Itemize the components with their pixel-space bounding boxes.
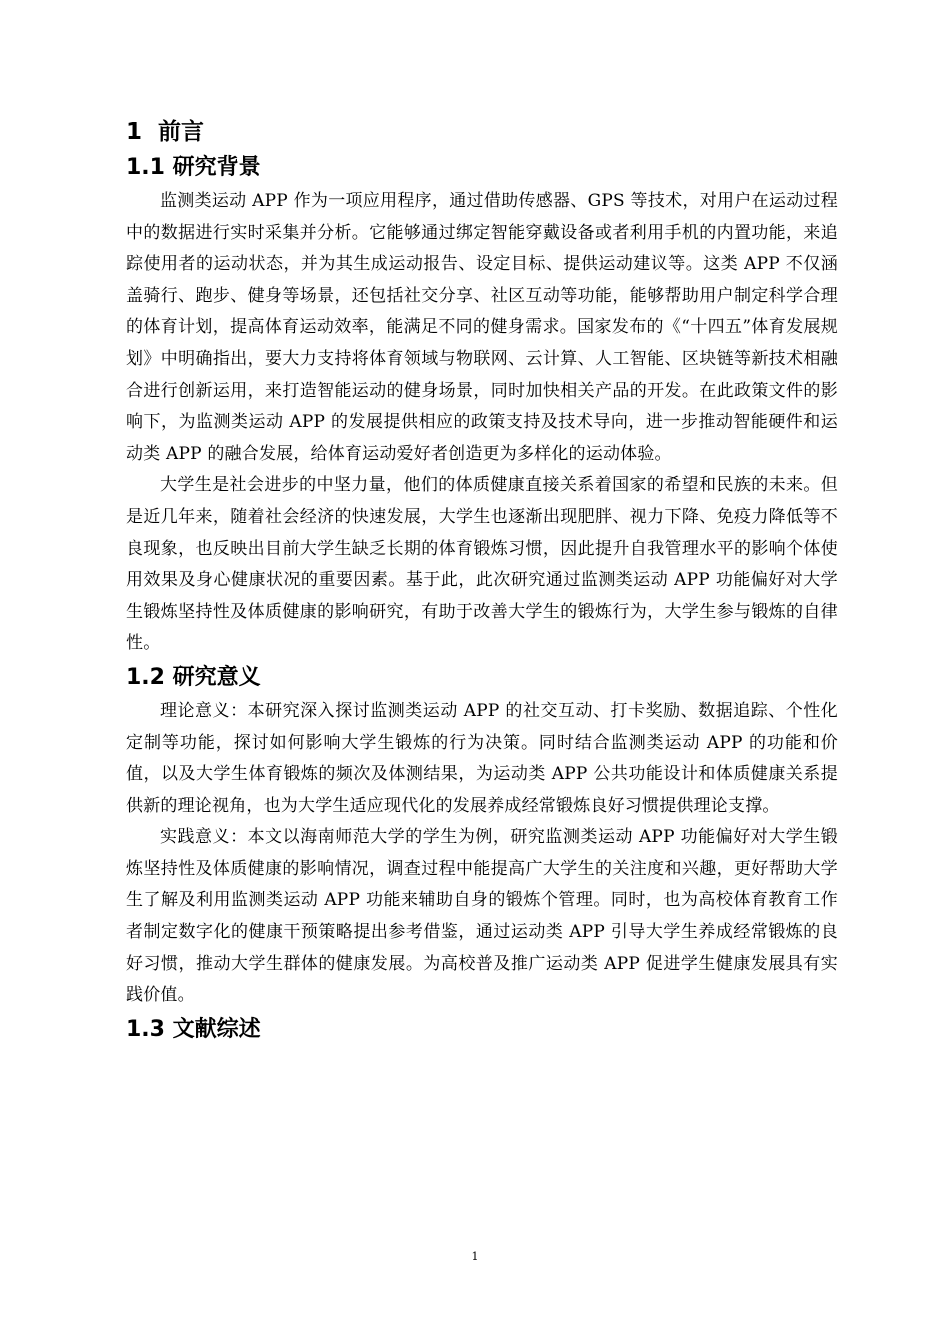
- section-heading-1-2: 1.2 研究意义: [126, 664, 261, 690]
- section-heading-1-3: 1.3 文献综述: [126, 1016, 261, 1042]
- paragraph: 实践意义：本文以海南师范大学的学生为例，研究监测类运动 APP 功能偏好对大学生锻炼坚持性及体质健康的影响情况，调查过程中能提高广大学生的关注度和兴趣，更好帮助大学生了解及利用监测类运动 APP 功能来辅助自身的锻炼个管理。同时，也为高校体育教育工作者制定数字化的健康干预策略提出参考借鉴，通过运动类 APP 引导大学生养成经常锻炼的良好习惯，推动大学生群体的健康发展。为高校普及推广运动类 APP 促进学生健康发展具有实践价值。: [126, 827, 838, 1006]
- page-number: 1: [471, 1250, 479, 1263]
- paragraph: 理论意义：本研究深入探讨监测类运动 APP 的社交互动、打卡奖励、数据追踪、个性化定制等功能，探讨如何影响大学生锻炼的行为决策。同时结合监测类运动 APP 的功能和价值，以及大学生体育锻炼的频次及体测结果，为运动类 APP 公共功能设计和体质健康关系提供新的理论视角，也为大学生适应现代化的发展养成经常锻炼良好习惯提供理论支撑。: [126, 700, 838, 816]
- page-content: [126, 114, 838, 1048]
- chapter-title: 1 前言: [126, 119, 205, 145]
- paragraph: 大学生是社会进步的中坚力量，他们的体质健康直接关系着国家的希望和民族的未来。但是近几年来，随着社会经济的快速发展，大学生也逐渐出现肥胖、视力下降、免疫力降低等不良现象，也反映出目前大学生缺乏长期的体育锻炼习惯，因此提升自我管理水平的影响个体使用效果及身心健康状况的重要因素。基于此，此次研究通过监测类运动 APP 功能偏好对大学生锻炼坚持性及体质健康的影响研究，有助于改善大学生的锻炼行为，大学生参与锻炼的自律性。: [126, 475, 838, 654]
- section-heading-1-1: 1.1 研究背景: [126, 155, 261, 180]
- paragraph: 监测类运动 APP 作为一项应用程序，通过借助传感器、GPS 等技术，对用户在运动过程中的数据进行实时采集并分析。它能够通过绑定智能穿戴设备或者利用手机的内置功能，来追踪使用者的运动状态，并为其生成运动报告、设定目标、提供运动建议等。这类 APP 不仅涵盖骑行、跑步、健身等场景，还包括社交分享、社区互动等功能，能够帮助用户制定科学合理的体育计划，提高体育运动效率，能满足不同的健身需求。国家发布的《“十四五”体育发展规划》中明确指出，要大力支持将体育领域与物联网、云计算、人工智能、区块链等新技术相融合进行创新运用，来打造智能运动的健身场景，同时加快相关产品的开发。在此政策文件的影响下，为监测类运动 APP 的发展提供相应的政策支持及技术导向，进一步推动智能硬件和运动类 APP 的融合发展，给体育运动爱好者创造更为多样化的运动体验。: [126, 191, 838, 464]
